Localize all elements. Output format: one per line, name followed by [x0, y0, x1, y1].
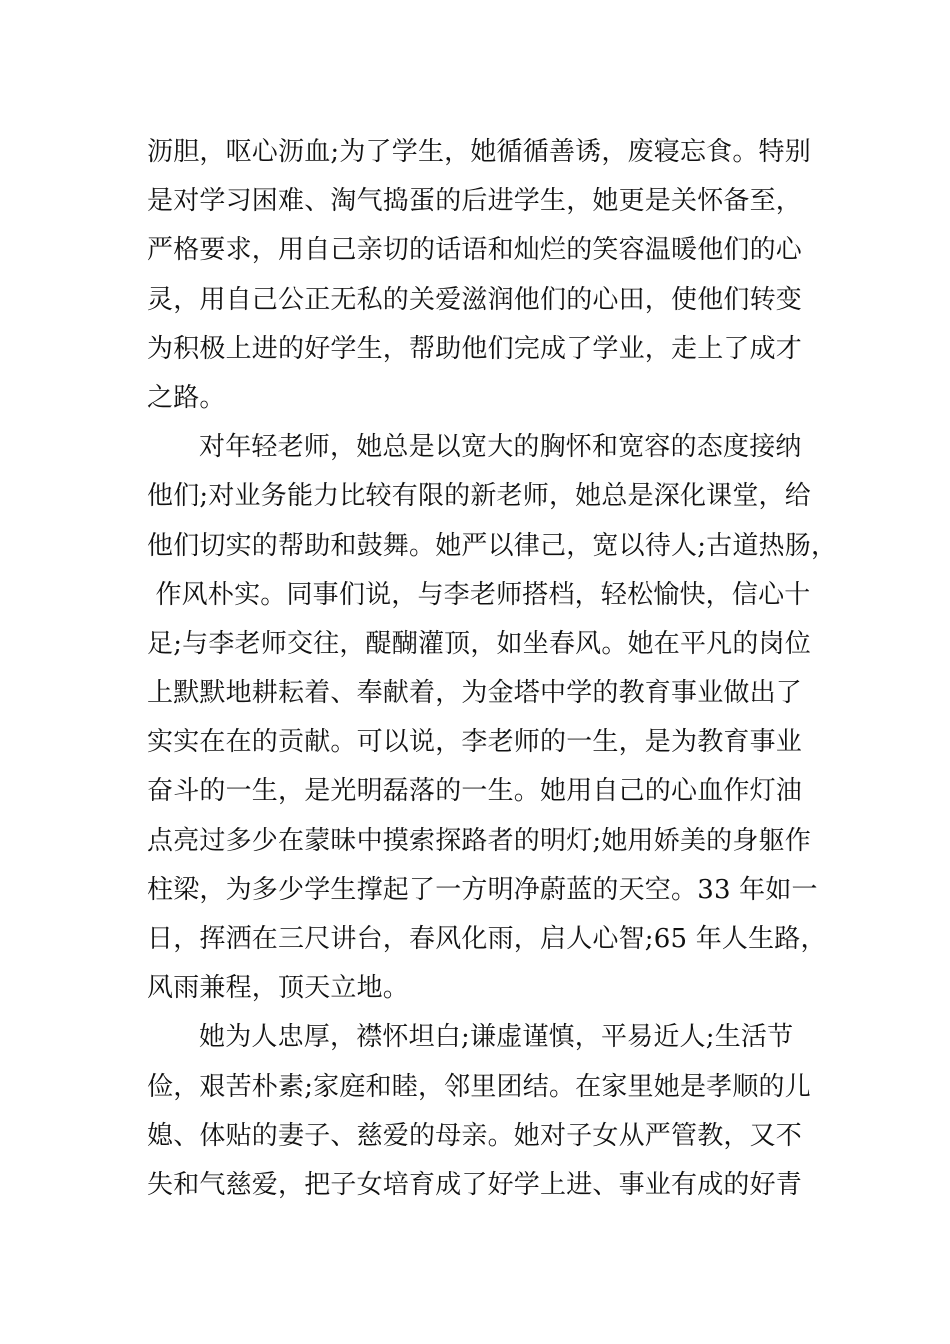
- text-line: 严格要求，用自己亲切的话语和灿烂的笑容温暖他们的心: [147, 235, 803, 266]
- text-line: 媳、体贴的妻子、慈爱的母亲。她对子女从严管教，又不: [147, 1120, 803, 1151]
- text-line: 他们;对业务能力比较有限的新老师，她总是深化课堂，给: [147, 481, 811, 512]
- text-line: 点亮过多少在蒙昧中摸索探路者的明灯;她用娇美的身躯作: [147, 825, 811, 856]
- text-line: 为积极上进的好学生，帮助他们完成了学业，走上了成才: [147, 333, 803, 364]
- text-line: 柱梁，为多少学生撑起了一方明净蔚蓝的天空。33 年如一: [147, 874, 818, 905]
- text-line: 作风朴实。同事们说，与李老师搭档，轻松愉快，信心十: [147, 579, 811, 610]
- text-line: 之路。: [147, 382, 226, 413]
- text-line: 俭，艰苦朴素;家庭和睦，邻里团结。在家里她是孝顺的儿: [147, 1071, 811, 1102]
- paragraph-start-line: 她为人忠厚，襟怀坦白;谦虚谨慎，平易近人;生活节: [199, 1022, 794, 1053]
- text-line: 沥胆，呕心沥血;为了学生，她循循善诱，废寝忘食。特别: [147, 137, 811, 167]
- text-line: 日，挥洒在三尺讲台，春风化雨，启人心智;65 年人生路，: [147, 924, 827, 954]
- text-line: 奋斗的一生，是光明磊落的一生。她用自己的心血作灯油: [147, 776, 803, 807]
- body-text: [147, 128, 838, 1210]
- text-line: 失和气慈爱，把子女培育成了好学上进、事业有成的好青: [147, 1169, 803, 1200]
- text-line: 实实在在的贡献。可以说，李老师的一生，是为教育事业: [147, 727, 803, 758]
- text-line: 他们切实的帮助和鼓舞。她严以律己，宽以待人;古道热肠，: [147, 530, 838, 561]
- text-line: 灵，用自己公正无私的关爱滋润他们的心田，使他们转变: [147, 284, 803, 315]
- text-line: 风雨兼程，顶天立地。: [147, 973, 410, 1004]
- paragraph-start-line: 对年轻老师，她总是以宽大的胸怀和宽容的态度接纳: [199, 432, 802, 463]
- text-line: 是对学习困难、淘气捣蛋的后进学生，她更是关怀备至，: [147, 186, 803, 217]
- text-line: 足;与李老师交往，醍醐灌顶，如坐春风。她在平凡的岗位: [147, 628, 811, 659]
- text-line: 上默默地耕耘着、奉献着，为金塔中学的教育事业做出了: [147, 678, 803, 709]
